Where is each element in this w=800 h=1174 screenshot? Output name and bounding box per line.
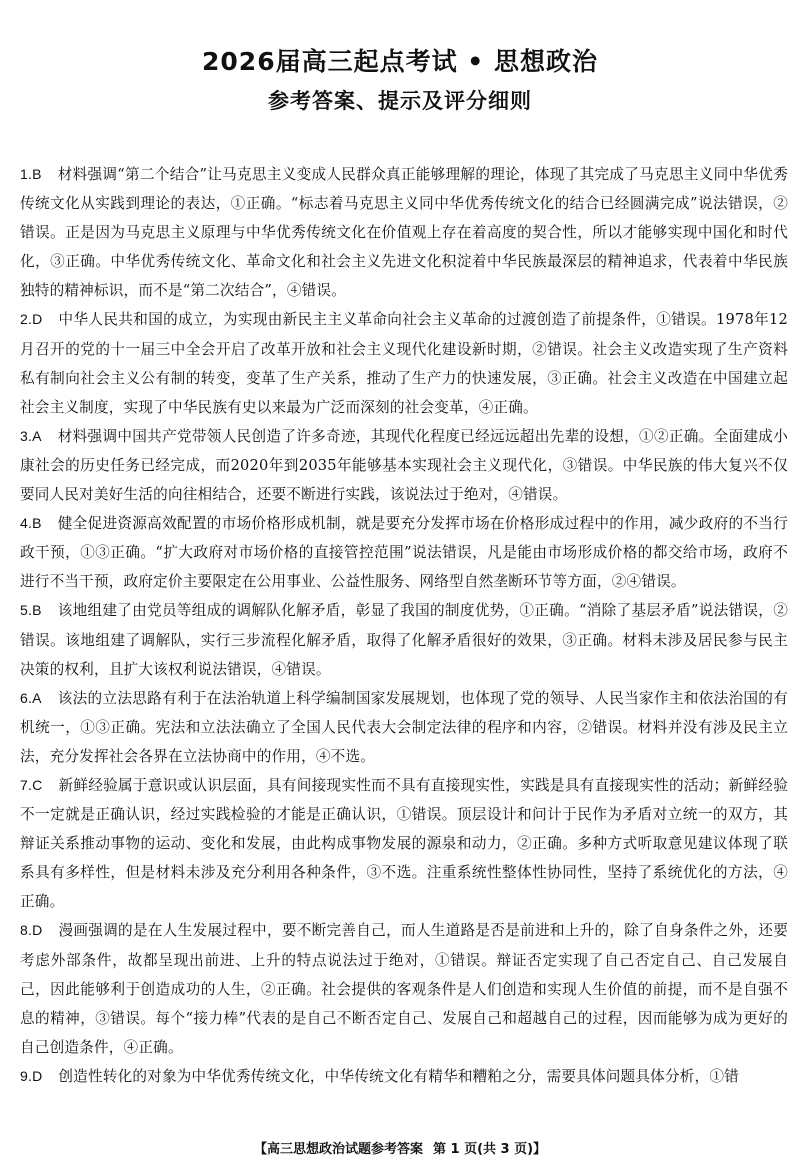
item-answer: D xyxy=(32,1067,43,1084)
answer-list xyxy=(20,160,788,1091)
item-answer: D xyxy=(32,311,43,328)
answer-item-8 xyxy=(20,916,788,1061)
answer-item-2 xyxy=(20,305,788,421)
item-number: 8. xyxy=(20,922,33,939)
item-answer: A xyxy=(32,427,42,444)
footer-page-info: 第 1 页(共 3 页)】 xyxy=(432,1142,547,1157)
item-explanation: 中华人民共和国的成立，为实现由新民主主义革命向社会主义革命的过渡创造了前提条件，①错误。1978年12月召开的党的十一届三中全会开启了改革开放和社会主义现代化建设新时期，②错误。社会主义改造实现了生产资料私有制向社会主义公有制的转变，变革了生产关系，推动了生产力的快速发展，③正确。社会主义改造在中国建立起社会主义制度，实现了中华民族有史以来最为广泛而深刻的社会变革，④正确。 xyxy=(20,311,788,416)
page-subtitle: 参考答案、提示及评分细则 xyxy=(268,89,532,113)
item-answer: B xyxy=(32,515,42,532)
answer-item-1 xyxy=(20,160,788,305)
answer-item-5 xyxy=(20,596,788,683)
item-explanation: 健全促进资源高效配置的市场价格形成机制，就是要充分发挥市场在价格形成过程中的作用，减少政府的不当行政干预，①③正确。“扩大政府对市场价格的直接管控范围”说法错误，凡是能由市场形成价格的都交给市场，政府不进行不当干预，政府定价主要限定在公用事业、公益性服务、网络型自然垄断环节等方面，②④错误。 xyxy=(20,515,788,591)
item-explanation: 漫画强调的是在人生发展过程中，要不断完善自己，而人生道路是否是前进和上升的，除了自身条件之外，还要考虑外部条件，故都呈现出前进、上升的特点说法过于绝对，①错误。辩证否定实现了自己否定自己、自己发展自己，因此能够利于创造成功的人生，②正确。社会提供的客观条件是人们创造和实现人生价值的前提，而不是自强不息的精神，③错误。每个“接力棒”代表的是自己不断否定自己、发展自己和超越自己的过程，因而能够为成为更好的自己创造条件，④正确。 xyxy=(20,922,788,1056)
item-answer: D xyxy=(32,922,43,939)
item-number: 5. xyxy=(20,602,33,619)
answer-item-4 xyxy=(20,509,788,596)
item-explanation: 新鲜经验属于意识或认识层面，具有间接现实性而不具有直接现实性，实践是具有直接现实性的活动；新鲜经验不一定就是正确认识，经过实践检验的才能是正确认识，①错误。顶层设计和问计于民作为矛盾对立统一的双方，其辩证关系推动事物的运动、变化和发展，由此构成事物发展的源泉和动力，②正确。多种方式听取意见建议体现了联系具有多样性，但是材料未涉及充分利用各种条件，③不选。注重系统性整体性协同性，坚持了系统优化的方法，④正确。 xyxy=(20,776,788,911)
footer-doc-name: 【高三思想政治试题参考答案 xyxy=(253,1142,423,1157)
item-number: 1. xyxy=(20,166,33,182)
item-explanation: 材料强调“第二个结合”让马克思主义变成人民群众真正能够理解的理论，体现了其完成了马克思主义同中华优秀传统文化从实践到理论的表达，①正确。“标志着马克思主义同中华优秀传统文化的结合已经圆满完成”说法错误，②错误。正是因为马克思主义原理与中华优秀传统文化在价值观上存在着高度的契合性，所以才能够实现中国化和时代化，③正确。中华优秀传统文化、革命文化和社会主义先进文化积淀着中华民族最深层的精神追求，代表着中华民族独特的精神标识，而不是“第二次结合”，④错误。 xyxy=(20,166,788,300)
answer-item-7 xyxy=(20,771,788,916)
item-number: 6. xyxy=(20,689,33,706)
item-number: 3. xyxy=(20,427,33,444)
page-title: 2026届高三起点考试 • 思想政治 xyxy=(202,47,598,76)
answer-item-3 xyxy=(20,422,788,509)
item-answer: A xyxy=(32,689,42,706)
answer-item-9 xyxy=(20,1062,788,1091)
item-number: 4. xyxy=(20,515,33,532)
item-number: 9. xyxy=(20,1067,33,1084)
item-answer: B xyxy=(32,166,42,182)
page-footer xyxy=(0,1140,800,1160)
item-answer: B xyxy=(32,602,42,619)
item-explanation: 该法的立法思路有利于在法治轨道上科学编制国家发展规划，也体现了党的领导、人民当家作主和依法治国的有机统一，①③正确。宪法和立法法确立了全国人民代表大会制定法律的程序和内容，②错误。材料并没有涉及民主立法，充分发挥社会各界在立法协商中的作用，④不选。 xyxy=(20,689,788,765)
item-number: 7. xyxy=(20,776,33,793)
item-number: 2. xyxy=(20,311,33,328)
item-explanation: 创造性转化的对象为中华优秀传统文化，中华传统文化有精华和糟粕之分，需要具体问题具体分析，①错 xyxy=(58,1067,739,1085)
item-answer: C xyxy=(32,776,43,793)
answer-item-6 xyxy=(20,684,788,771)
item-explanation: 材料强调中国共产党带领人民创造了许多奇迹，其现代化程度已经远远超出先辈的设想，①②正确。全面建成小康社会的历史任务已经完成，而2020年到2035年能够基本实现社会主义现代化，③错误。中华民族的伟大复兴不仅要同人民对美好生活的向往相结合，还要不断进行实践，该说法过于绝对，④错误。 xyxy=(20,427,788,504)
item-explanation: 该地组建了由党员等组成的调解队化解矛盾，彰显了我国的制度优势，①正确。“消除了基层矛盾”说法错误，②错误。该地组建了调解队，实行三步流程化解矛盾，取得了化解矛盾很好的效果，③正确。材料未涉及居民参与民主决策的权利，且扩大该权利说法错误，④错误。 xyxy=(20,602,788,678)
